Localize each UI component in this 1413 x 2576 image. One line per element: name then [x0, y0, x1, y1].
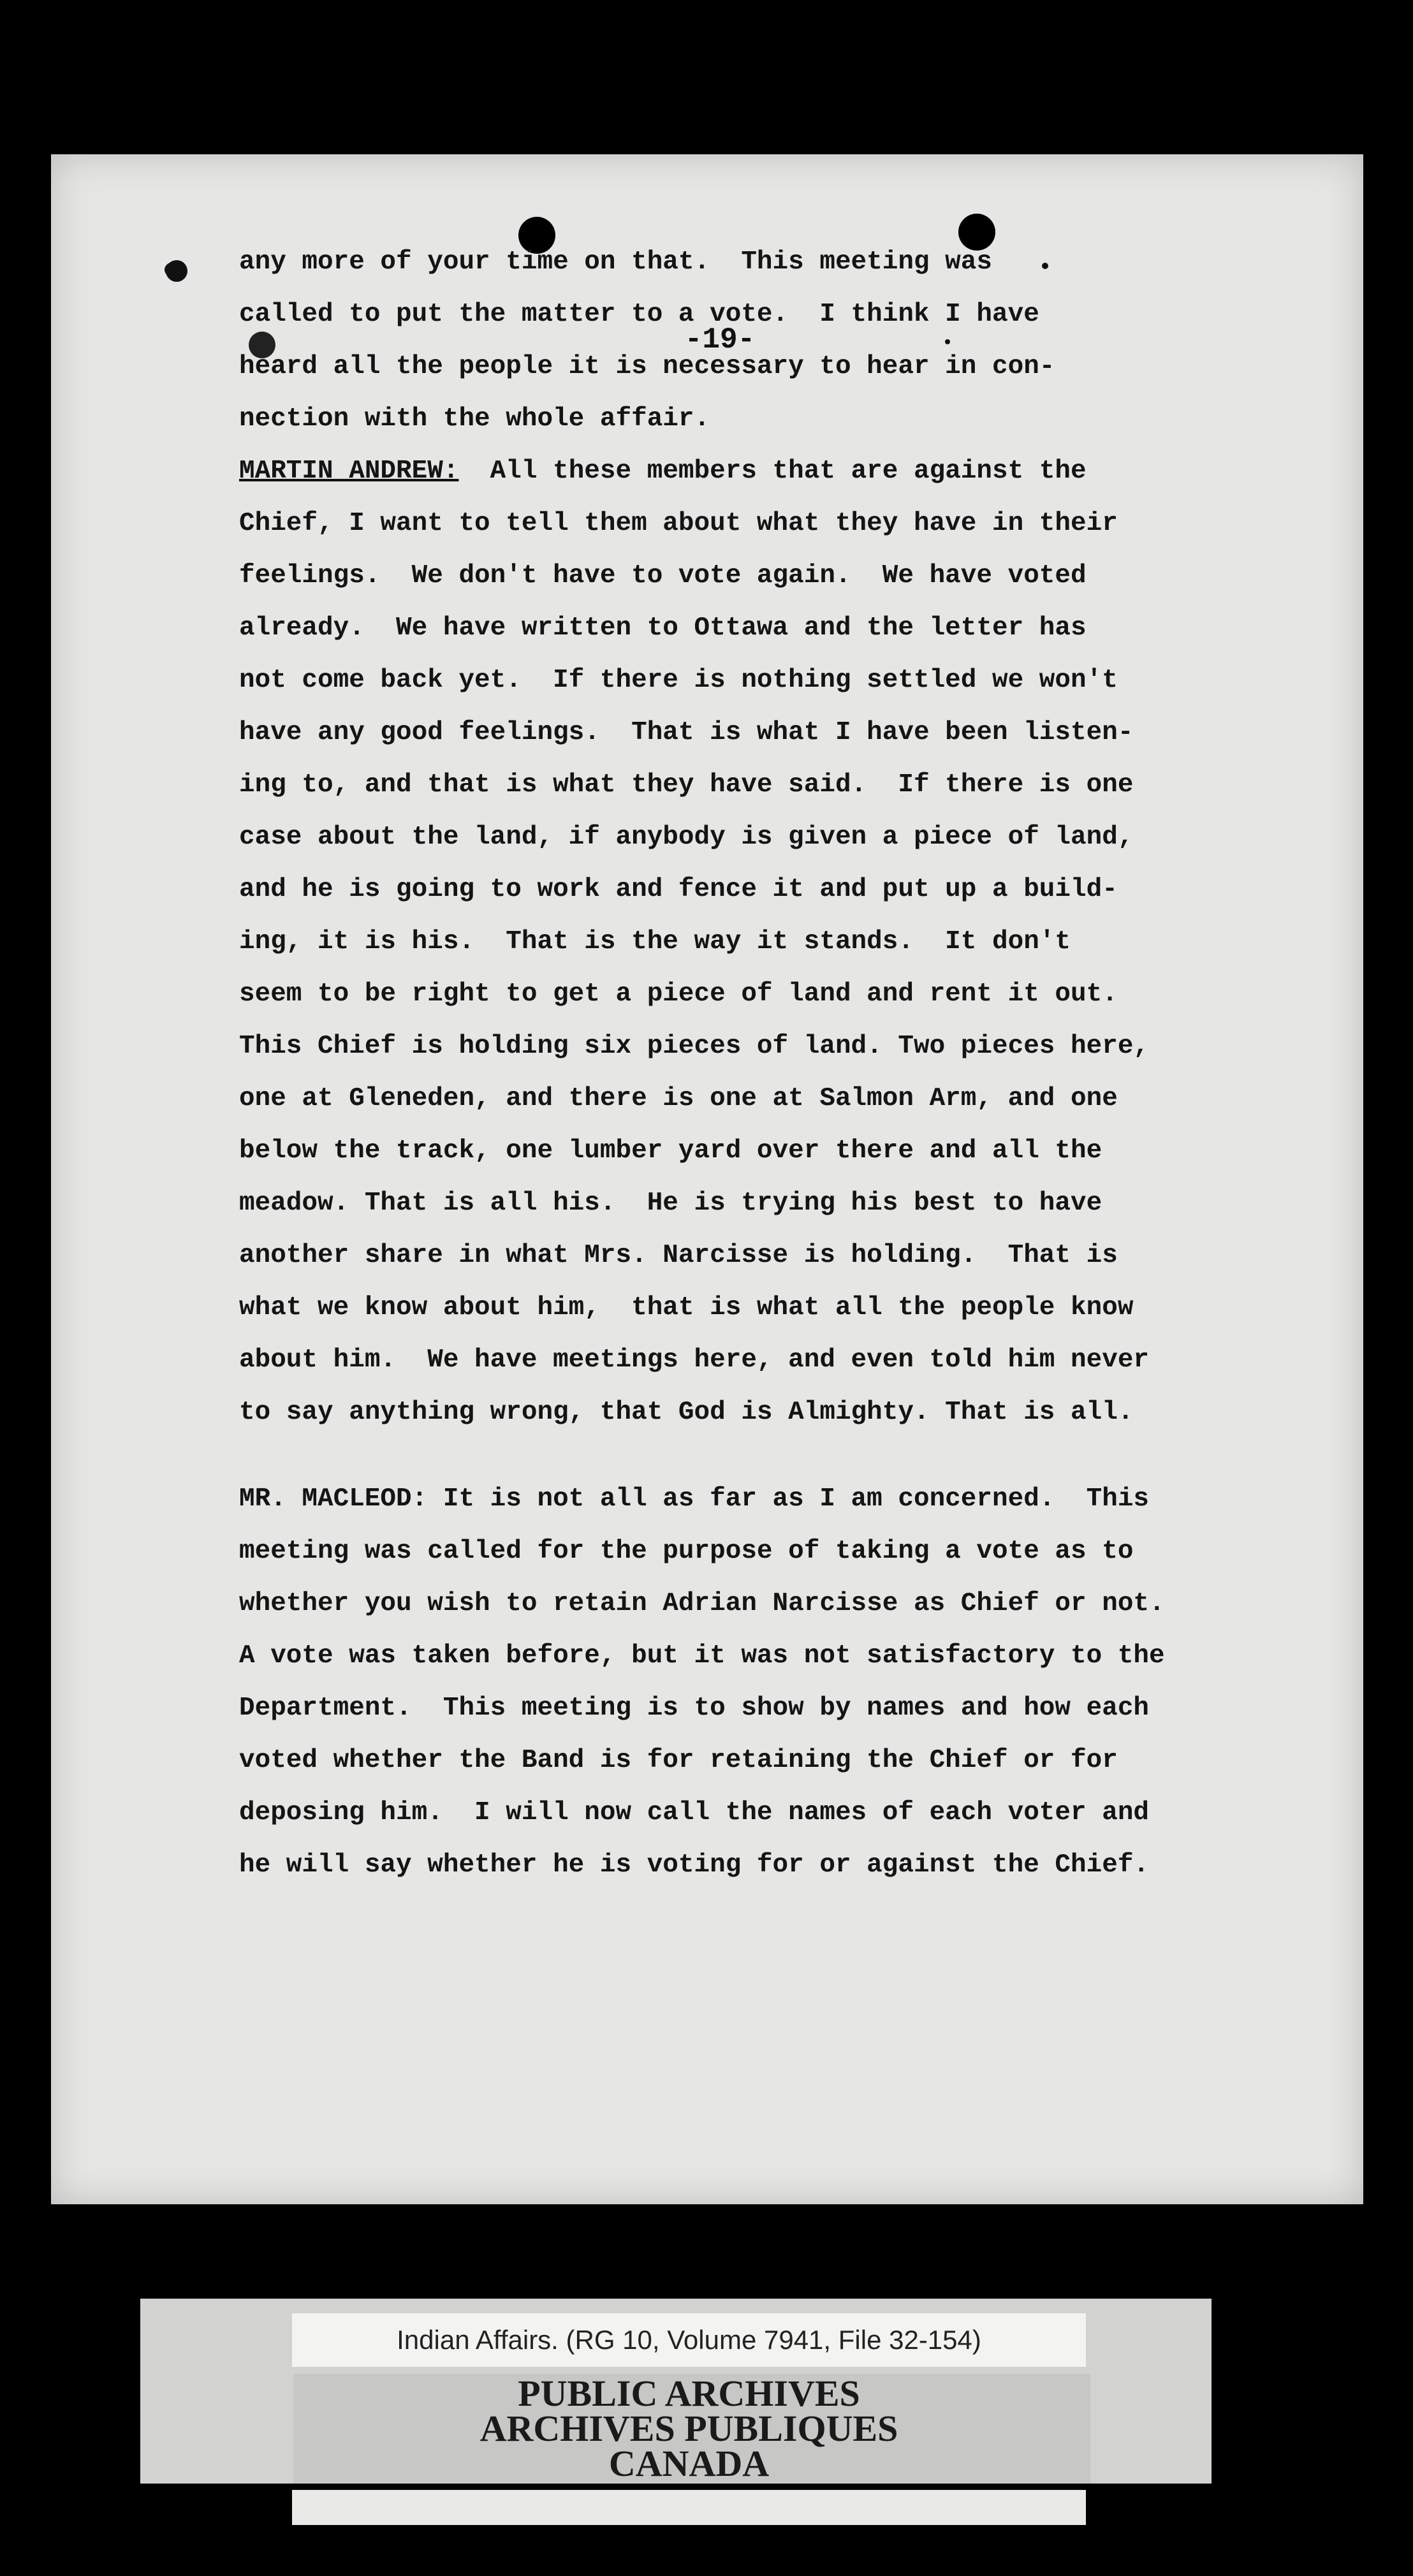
text-line: not come back yet. If there is nothing settled we won't — [239, 666, 1118, 695]
archive-bottom-strip — [292, 2490, 1086, 2525]
text-line: MR. MACLEOD: It is not all as far as I am concerned. This — [239, 1484, 1150, 1514]
text-line: one at Gleneden, and there is one at Salmon Arm, and one — [239, 1084, 1118, 1113]
text-line: Department. This meeting is to show by names and how each — [239, 1694, 1150, 1723]
archive-title-english: PUBLIC ARCHIVES — [518, 2373, 860, 2414]
speaker-name: MARTIN ANDREW: — [239, 457, 459, 486]
text-line: meadow. That is all his. He is trying his best to have — [239, 1189, 1102, 1218]
text-line: called to put the matter to a vote. I think I have — [239, 300, 1039, 329]
speaker-line — [239, 445, 1266, 497]
text-line: heard all the people it is necessary to hear in con- — [239, 352, 1055, 381]
text-line: about him. We have meetings here, and even told him never — [239, 1345, 1150, 1375]
text-line: and he is going to work and fence it and put up a build- — [239, 875, 1118, 904]
archive-title-country: CANADA — [608, 2443, 770, 2484]
text-line: to say anything wrong, that God is Almighty. That is all. — [239, 1398, 1134, 1427]
text-line: another share in what Mrs. Narcisse is holding. That is — [239, 1241, 1118, 1270]
text-line: below the track, one lumber yard over there and all the — [239, 1136, 1102, 1166]
text-line: nection with the whole affair. — [239, 404, 710, 434]
text-line: voted whether the Band is for retaining the Chief or for — [239, 1746, 1118, 1775]
text-line: he will say whether he is voting for or against the Chief. — [239, 1850, 1150, 1880]
text-line: meeting was called for the purpose of taking a vote as to — [239, 1537, 1134, 1566]
archive-reference-label: Indian Affairs. (RG 10, Volume 7941, File 32-154) — [292, 2313, 1086, 2367]
text-line: ing, it is his. That is the way it stands. It don't — [239, 927, 1071, 956]
text-line: case about the land, if anybody is given a piece of land, — [239, 823, 1134, 852]
text-line: whether you wish to retain Adrian Narcisse as Chief or not. — [239, 1589, 1165, 1618]
text-line: ing to, and that is what they have said. If there is one — [239, 770, 1134, 800]
text-line: This Chief is holding six pieces of land. Two pieces here, — [239, 1032, 1150, 1061]
text-line: what we know about him, that is what all the people know — [239, 1293, 1134, 1322]
speech-text: All these members that are against the — [458, 457, 1087, 486]
typed-text-lower — [239, 1473, 1266, 1891]
ink-speck — [165, 261, 186, 278]
archive-title-french: ARCHIVES PUBLIQUES — [480, 2408, 898, 2449]
text-line: A vote was taken before, but it was not satisfactory to the — [239, 1641, 1165, 1671]
text-line: have any good feelings. That is what I have been listen- — [239, 718, 1134, 747]
text-line: feelings. We don't have to vote again. We have voted — [239, 561, 1087, 590]
text-line: any more of your time on that. This meeting was — [239, 247, 992, 277]
typed-text-upper — [239, 236, 1266, 1438]
text-line: already. We have written to Ottawa and the letter has — [239, 613, 1087, 643]
text-line: deposing him. I will now call the names of each voter and — [239, 1798, 1150, 1827]
page-number: -19- — [684, 323, 756, 356]
text-line: Chief, I want to tell them about what they have in their — [239, 509, 1118, 538]
text-line: seem to be right to get a piece of land and rent it out. — [239, 979, 1118, 1009]
